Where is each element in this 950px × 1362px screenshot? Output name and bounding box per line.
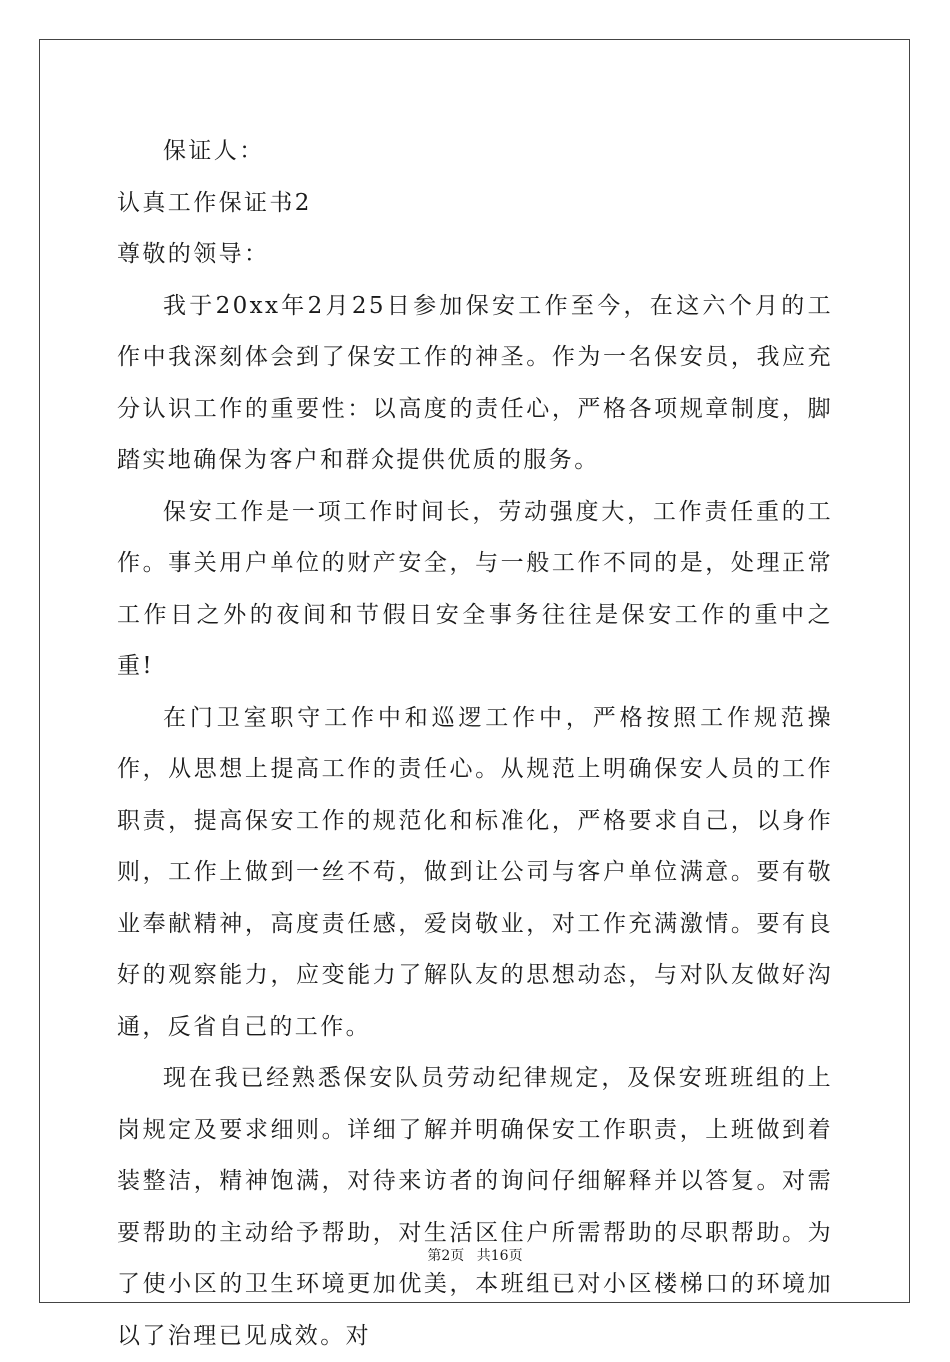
paragraph-3: 在门卫室职守工作中和巡逻工作中，严格按照工作规范操作，从思想上提高工作的责任心。从规范上明确保安人员的工作职责，提高保安工作的规范化和标准化，严格要求自己，以身作则，工作上做到一丝不苟，做到让公司与客户单位满意。要有敬业奉献精神，高度责任感，爱岗敬业，对工作充满激情。要有良好的观察能力，应变能力了解队友的思想动态，与对队友做好沟通，反省自己的工作。 xyxy=(117,704,833,1040)
signature-label: 保证人： xyxy=(163,138,265,164)
page-footer xyxy=(0,1245,950,1265)
salutation: 尊敬的领导： xyxy=(117,241,270,267)
total-pages: 共16页 xyxy=(476,1248,523,1264)
paragraph-4: 现在我已经熟悉保安队员劳动纪律规定，及保安班班组的上岗规定及要求细则。详细了解并明确保安工作职责，上班做到着装整洁，精神饱满，对待来访者的询问仔细解释并以答复。对需要帮助的主动给予帮助，对生活区住户所需帮助的尽职帮助。为了使小区的卫生环境更加优美，本班组已对小区楼梯口的环境加以了治理已见成效。对 xyxy=(117,1065,833,1349)
paragraph-1: 我于20xx年2月25日参加保安工作至今，在这六个月的工作中我深刻体会到了保安工作的神圣。作为一名保安员，我应充分认识工作的重要性：以高度的责任心，严格各项规章制度，脚踏实地确保为客户和群众提供优质的服务。 xyxy=(117,292,833,473)
document-body xyxy=(117,126,833,1362)
page-number: 第2页 xyxy=(427,1248,465,1264)
paragraph-2: 保安工作是一项工作时间长，劳动强度大，工作责任重的工作。事关用户单位的财产安全，与一般工作不同的是，处理正常工作日之外的夜间和节假日安全事务往往是保安工作的重中之重! xyxy=(117,498,833,679)
document-title: 认真工作保证书2 xyxy=(117,189,312,216)
